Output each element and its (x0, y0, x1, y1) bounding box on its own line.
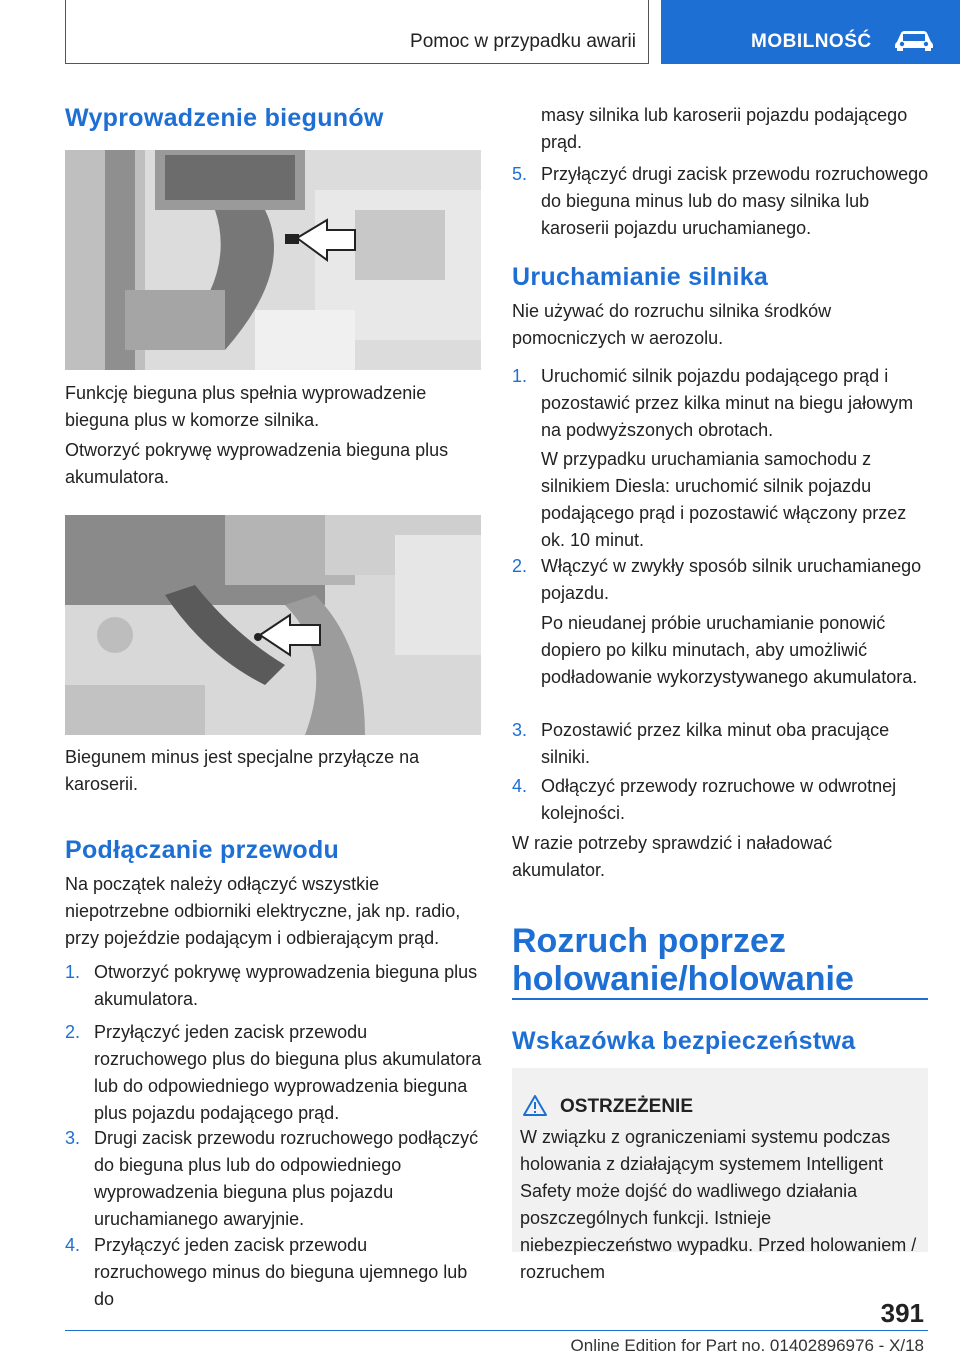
list-number: 4. (512, 776, 528, 796)
list-text: Pozostawić przez kilka minut oba pracujące silniki. (541, 720, 890, 767)
list-number: 4. (65, 1235, 81, 1255)
list-subparagraph: W przypadku uruchamiania samochodu z silnikiem Diesla: uruchomić silnik pojazdu podającego prąd i pozostawić włączony przez ok. 10 minut. (541, 449, 907, 550)
footer-rule (65, 1330, 928, 1331)
list-number: 3. (512, 720, 528, 740)
list-number: 5. (512, 164, 528, 184)
list-text: Drugi zacisk przewodu rozruchowego podłączyć do bieguna plus lub do odpowiedniego wyprowadzenia bieguna plus pojazdu uruchamianego awaryjnie. (94, 1128, 479, 1229)
heading-towing: Rozruch poprzez holowanie/holowanie (512, 922, 854, 998)
warning-text: W związku z ograniczeniami systemu podczas holowania z działającym systemem Intelligent Safety może dojść do wadliwego działania poszczególnych funkcji. Istnieje niebezpieczeństwo wypadku. Przed holowaniem / rozruchem (520, 1127, 917, 1282)
list-number: 3. (65, 1128, 81, 1148)
warning-triangle-icon (522, 1094, 548, 1122)
heading-safety-note: Wskazówka bezpieczeństwa (512, 1027, 856, 1055)
warning-box (512, 1068, 928, 1282)
list-text: Przyłączyć jeden zacisk przewodu rozruchowego minus do bieguna ujemnego lub do (94, 1235, 468, 1309)
list-continuation: masy silnika lub karoserii pojazdu podającego prąd. (541, 105, 908, 152)
page-number: 391 (880, 1298, 924, 1328)
car-icon (893, 28, 935, 57)
heading-underline (512, 998, 928, 1000)
body-terminal-photo (65, 515, 481, 735)
header-section-box (65, 0, 649, 64)
list-text: Uruchomić silnik pojazdu podającego prąd i pozostawić przez kilka minut na biegu jałowym na podwyższonych obrotach. (541, 366, 914, 440)
warning-title: OSTRZEŻENIE (560, 1096, 694, 1117)
heading-connect: Podłączanie przewodu (65, 836, 340, 864)
para-charge-battery: W razie potrzeby sprawdzić i naładować akumulator. (512, 833, 833, 880)
list-number: 2. (512, 556, 528, 576)
footer-edition: Online Edition for Part no. 01402896976 - X/18 (570, 1336, 924, 1355)
list-number: 1. (65, 962, 81, 982)
list-text: Przyłączyć jeden zacisk przewodu rozruchowego plus do bieguna plus akumulatora lub do odpowiedniego wyprowadzenia bieguna plus pojazdu podającego prąd. (94, 1022, 482, 1123)
para-positive: Funkcję bieguna plus spełnia wyprowadzenie bieguna plus w komorze silnika. (65, 383, 427, 430)
engine-photo (65, 150, 481, 370)
list-text: Przyłączyć drugi zacisk przewodu rozruchowego do bieguna minus lub do masy silnika lub karoserii pojazdu uruchamianego. (541, 164, 929, 238)
chapter-tab-label: MOBILNOŚĆ (751, 31, 872, 52)
para-disconnect: Na początek należy odłączyć wszystkie niepotrzebne odbiorniki elektryczne, jak np. radio, przy pojeździe podającym i odbierającym prąd. (65, 874, 461, 948)
section-title: Pomoc w przypadku awarii (410, 31, 636, 52)
list-subparagraph: Po nieudanej próbie uruchamianie ponowić dopiero po kilku minutach, aby umożliwić podładowanie wykorzystywanego akumulatora. (541, 613, 918, 687)
para-negative: Biegunem minus jest specjalne przyłącze na karoserii. (65, 747, 420, 794)
list-text: Włączyć w zwykły sposób silnik uruchamianego pojazdu. (541, 556, 922, 603)
para-open-cover: Otworzyć pokrywę wyprowadzenia bieguna plus akumulatora. (65, 440, 449, 487)
heading-start-engine: Uruchamianie silnika (512, 263, 769, 291)
list-number: 1. (512, 366, 528, 386)
list-number: 2. (65, 1022, 81, 1042)
list-text: Odłączyć przewody rozruchowe w odwrotnej kolejności. (541, 776, 897, 823)
list-text: Otworzyć pokrywę wyprowadzenia bieguna plus akumulatora. (94, 962, 478, 1009)
para-no-aerosol: Nie używać do rozruchu silnika środków pomocniczych w aerozolu. (512, 301, 832, 348)
chapter-tab[interactable] (661, 0, 960, 64)
heading-poles: Wyprowadzenie biegunów (65, 104, 384, 132)
